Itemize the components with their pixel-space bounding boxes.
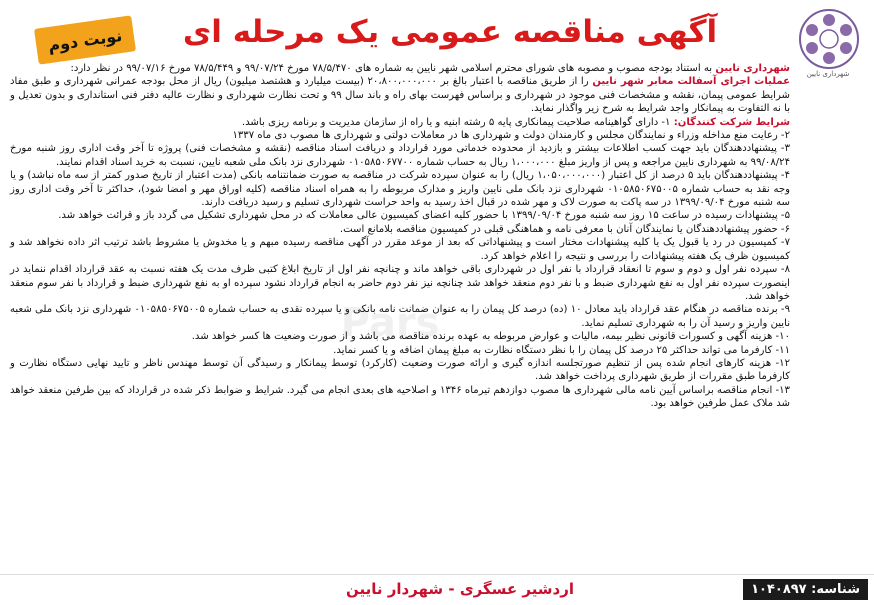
list-item: ۱۰- هزینه آگهی و کسورات قانونی نظیر بیمه، مالیات و عوارض مربوطه به عهده برنده مناقصه می باشد و از صورت وضعیت ها کسر خواهد شد. xyxy=(191,331,790,343)
round-badge: نوبت دوم xyxy=(34,15,136,64)
logo-caption: شهرداری نایین xyxy=(806,70,850,78)
list-item: ۴- پیشنهاددهندگان باید ۵ درصد از کل اعتبار (۱،۰۵۰،۰۰۰،۰۰۰ ریال) را به عنوان سپرده شرکت در مناقصه به صورت ضمانتنامه بانکی (مدت اعتبار از تاریخ صدور کمتر از سه ماه نباشد) و یا وجه نقد به حساب شماره ۰۱۰۵۸۵۰۶۷۵۰۰۵ شهرداری نزد بانک ملی نایین واریز و مدارک مربوطه را به همراه اسناد مناقصه (کلیه اوراق مهر و امضا شود)، حداکثر تا آخر وقت اداری روز سه شنبه مورخ ۱۳۹۹/۰۹/۰۴ در سه پاکت به صورت لاک و مهر شده در قبال اخذ رسید به واحد حراست شهرداری تسلیم و رسید دریافت دارند. xyxy=(10,170,791,209)
list-item: ۶- حضور پیشنهاددهندگان یا نمایندگان آنان با معرفی نامه و هماهنگی قبلی در کمیسیون مناقصه بلامانع است. xyxy=(339,223,790,235)
project-text: را از طریق مناقصه با اعتبار بالغ بر ۲۰،۸۰۰،۰۰۰،۰۰۰ (بیست میلیارد و هشتصد میلیون) ریال از محل بودجه عمرانی شهرداری و طبق مفاد شرایط عمومی پیمان، نقشه و مشخصات فنی موجود در شهرداری و براساس فهرست بهای راه و باند سال ۹۹ و تحت نظارت شهرداری و نظارت عالیه دفتر فنی استانداری و بدون تعدیل و با نه التفاوت به پیمانکار واجد شرایط به شرح زیر واگذار نماید. xyxy=(10,76,790,115)
list-item: ۱۱- کارفرما می تواند حداکثر ۲۵ درصد کل پیمان را با نظر دستگاه نظارت به مبلغ پیمان اضافه و یا کسر نماید. xyxy=(333,344,790,356)
conditions-paragraph xyxy=(10,116,790,129)
list-item: ۷- کمیسیون در رد یا قبول یک یا کلیه پیشنهادات مختار است و پیشنهاداتی که بعد از موعد مقرر در آگهی مناقصه رسیده مبهم و یا مخدوش یا مشروط باشد ترتیب اثر داده نخواهد شد و کمیسیون ظرف یک هفته پیشنهادات را بررسی و نتیجه را اعلام خواهد کرد. xyxy=(10,237,790,262)
list-item: ۱۲- هزینه کارهای انجام شده پس از تنظیم صورتجلسه اندازه گیری و ارائه صورت وضعیت (کارکرد) توسط پیمانکار و رسیدگی آن توسط مهندس ناظر و تایید نهایی دستگاه نظارت و کارفرما طبق مقررات از طریق شهرداری پرداخت خواهد شد. xyxy=(10,357,790,383)
list-item: ۳- پیشنهاددهندگان باید جهت کسب اطلاعات بیشتر و بازدید از محدوده خدماتی مورد قرارداد و دریافت اسناد مناقصه (نقشه و مشخصات فنی) پروژه تا آخر وقت اداری روز شنبه مورخ ۹۹/۰۸/۲۴ به شهرداری نایین مراجعه و پس از واریز مبلغ ۱،۰۰۰،۰۰۰ ریال به حساب شماره ۰۱۰۵۸۵۰۶۷۷۰۰ شهرداری نزد بانک ملی شعبه نایین، نسبت به خرید اسناد اقدام نمایند. xyxy=(10,143,790,168)
notice-title: آگهی مناقصه عمومی یک مرحله ای xyxy=(182,14,718,50)
list-item: ۸- سپرده نفر اول و دوم و سوم تا انعقاد قرارداد با نفر اول در شهرداری باقی خواهد ماند و چنانچه نفر اول از تاریخ ابلاغ کتبی ظرف مدت یک هفته نسبت به عقد قرارداد اقدام ننماید در اینصورت سپرده نفر اول به نفع شهرداری ضبط و با نفر دوم منعقد خواهد شد چنانچه نیز نفر دوم حاضر به انجام قرارداد نشود سپرده او به نفع شهرداری ضبط و قرارداد با نفر سوم منعقد خواهد شد. xyxy=(10,264,790,302)
notice-footer xyxy=(0,574,874,605)
conditions-text: ۱- دارای گواهینامه صلاحیت پیمانکاری پایه ۵ رشته ابنیه و یا راه از سازمان مدیریت و برنامه ریزی باشد. xyxy=(241,116,674,128)
notice-id-badge: شناسه: ۱۰۴۰۸۹۷ xyxy=(743,579,868,600)
list-item: ۲- رعایت منع مداخله وزراء و نمایندگان مجلس و کارمندان دولت و شهرداری ها در معاملات دولتی و شهرداری ها مصوب دی ماه ۱۳۳۷ xyxy=(232,130,790,142)
list-item: ۹- برنده مناقصه در هنگام عقد قرارداد باید معادل ۱۰ (ده) درصد کل پیمان را به عنوان ضمانت نامه بانکی و یا سپرده نقدی به حساب شماره ۰۱۰۵۸۵۰۶۷۵۰۰۵ شهرداری نزد بانک ملی شعبه نایین واریز و رسید آن را به شهرداری تسلیم نماید. xyxy=(10,304,790,329)
notice-body xyxy=(10,62,790,411)
intro-text: به استناد بودجه مصوب و مصوبه های شورای محترم اسلامی شهر نایین به شماره های ۷۸/۵/۴۷۰ مورخ ۹۹/۰۷/۲۴ و ۷۸/۵/۴۴۹ مورخ ۹۹/۰۷/۱۶ در نظر دارد: xyxy=(70,63,716,74)
municipality-logo-icon xyxy=(798,8,860,70)
list-item: ۱۳- انجام مناقصه براساس آیین نامه مالی شهرداری ها مصوب دوازدهم تیرماه ۱۳۴۶ و اصلاحیه های بعدی انجام می گیرد. شرایط و ضوابط ذکر شده در قرارداد که بین طرفین منعقد خواهد شد ملاک عمل طرفین خواهد بود. xyxy=(10,384,790,410)
conditions-lead: شرایط شرکت کنندگان: xyxy=(673,116,790,128)
signature: اردشیر عسگری - شهردار نایین xyxy=(345,580,575,598)
project-paragraph xyxy=(10,75,790,115)
project-lead: عملیات اجرای آسفالت معابر شهر نایین xyxy=(592,76,791,88)
intro-paragraph xyxy=(10,62,790,75)
watermark: Pars xyxy=(340,300,440,346)
intro-lead: شهرداری نایین xyxy=(715,63,790,74)
list-item: ۵- پیشنهادات رسیده در ساعت ۱۵ روز سه شنبه مورخ ۱۳۹۹/۰۹/۰۴ با حضور کلیه اعضای کمیسیون عالی معاملات که در محل شهرداری تشکیل می گردد باز و قرائت خواهد شد. xyxy=(58,210,790,222)
